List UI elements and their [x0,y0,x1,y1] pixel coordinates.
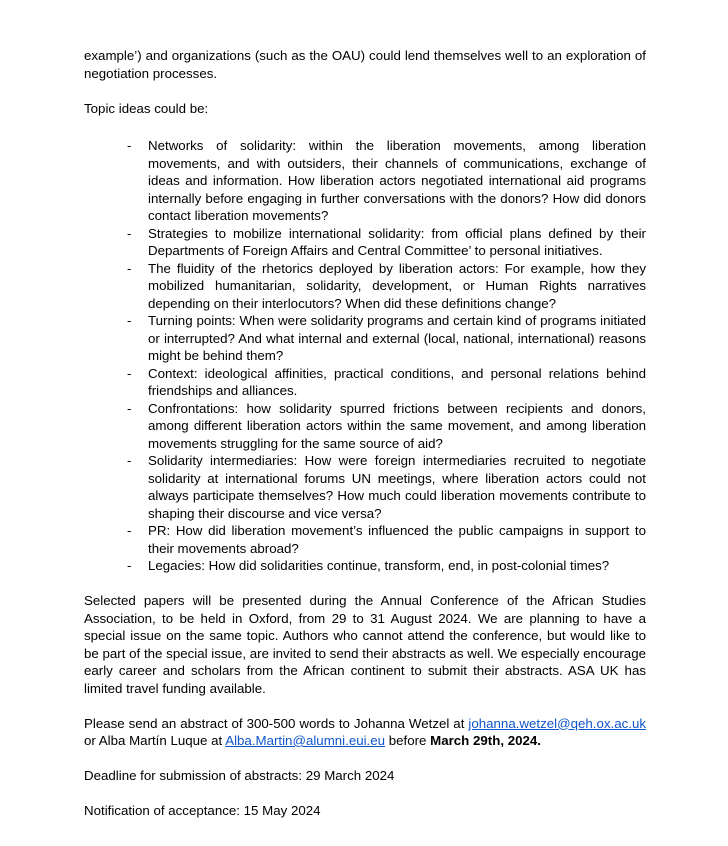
intro-continuation-paragraph: example’) and organizations (such as the OAU) could lend themselves well to an exploration of negotiation processes. [84,48,646,81]
topic-item-context [84,365,646,400]
topic-text: Context: ideological affinities, practical conditions, and personal relations behind friendships and alliances. [148,365,646,398]
bullet-dash-icon: - [127,453,132,468]
bullet-dash-icon: - [127,260,132,276]
bullet-dash-icon: - [127,365,132,381]
topic-text: Legacies: How did solidarities continue, transform, end, in post-colonial times? [148,558,610,573]
topic-list [84,137,646,575]
topic-item-fluidity [84,260,646,313]
topic-text: PR: How did liberation movement’s influenced the public campaigns in support to their movements abroad? [148,523,646,556]
document-page [84,47,646,820]
topic-item-confrontations [84,400,646,453]
bullet-dash-icon: - [127,523,132,538]
bullet-dash-icon: - [127,225,132,241]
topic-item-networks [84,137,646,225]
topic-text: Strategies to mobilize international solidarity: from official plans defined by their Departments of Foreign Affairs and Central Committee’ to personal initiatives. [148,225,646,258]
topic-item-legacies [84,557,646,575]
topic-item-turning-points [84,312,646,365]
topic-ideas-label: Topic ideas could be: [84,100,209,116]
bullet-dash-icon: - [127,313,132,328]
bullet-dash-icon: - [127,558,132,573]
submission-paragraph [84,715,646,750]
email-link-alba-martin[interactable]: Alba.Martin@alumni.eui.eu [225,733,386,748]
topic-text: Networks of solidarity: within the liberation movements, among liberation movements, and with outsiders, their channels of communications, exchange of ideas and information. How liberation actors negotiated international aid programs internally before engaging in further conversations with the donors? How did donors contact liberation movements? [148,138,646,223]
topic-text: Turning points: When were solidarity programs and certain kind of programs initiated or interrupted? And what internal and external (local, national, international) reasons might be behind them? [148,313,646,363]
submission-prefix: Please send an abstract of 300-500 words to Johanna Wetzel at [84,715,469,731]
submission-middle: or Alba Martín Luque at [84,733,226,748]
topic-text: Confrontations: how solidarity spurred frictions between recipients and donors, among different liberation actors within the same movement, and among liberation movements struggling for the same source of aid? [148,400,646,451]
topic-item-strategies [84,225,646,260]
deadline-line: Deadline for submission of abstracts: 29 March 2024 [84,768,395,783]
topic-item-intermediaries [84,452,646,522]
submission-deadline-date: March 29th, 2024. [430,733,542,748]
notification-line: Notification of acceptance: 15 May 2024 [84,803,321,818]
topic-item-pr [84,522,646,557]
bullet-dash-icon: - [127,400,132,416]
topic-text: Solidarity intermediaries: How were foreign intermediaries recruited to negotiate solidarity at international forums UN meetings, where liberation actors could not always participate themselves? How much could liberation movements contribute to shaping their discourse and vice versa? [148,453,646,521]
topic-text: The fluidity of the rhetorics deployed by liberation actors: For example, how they mobilized humanitarian, solidarity, development, or Human Rights narratives depending on their interlocutors? When did these definitions change? [148,260,646,311]
conference-paragraph: Selected papers will be presented during the Annual Conference of the African Studies Association, to be held in Oxford, from 29 to 31 August 2024. We are planning to have a special issue on the same topic. Authors who cannot attend the conference, but would like to be part of the special issue, are invited to send their abstracts as well. We especially encourage early career and scholars from the African continent to submit their abstracts. ASA UK has limited travel funding available. [84,593,646,696]
bullet-dash-icon: - [127,138,132,153]
submission-before: before [385,733,431,748]
email-link-johanna-wetzel[interactable]: johanna.wetzel@qeh.ox.ac.uk [468,715,646,731]
